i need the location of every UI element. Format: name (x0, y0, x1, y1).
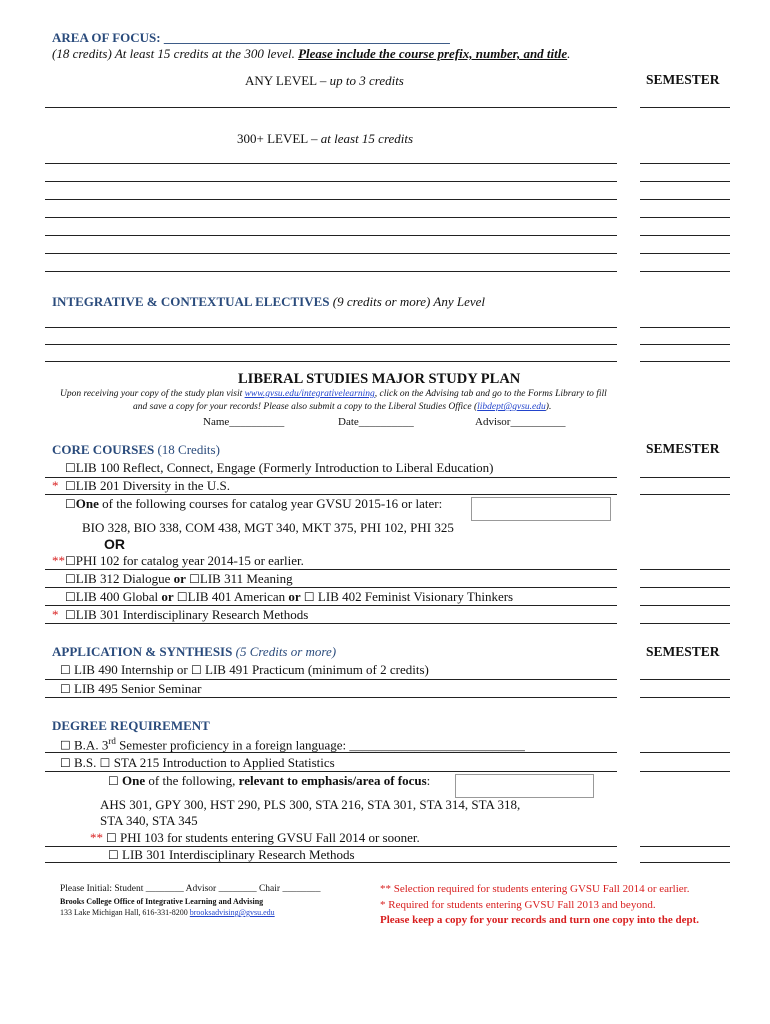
electives-line[interactable] (45, 344, 617, 345)
app-line (45, 679, 617, 680)
electives-semester-line[interactable] (640, 327, 730, 328)
core-heading (52, 442, 220, 458)
degree-semester-line[interactable] (640, 862, 730, 863)
office-name: Brooks College Office of Integrative Learning and Advising (60, 897, 264, 906)
core-line (45, 569, 617, 570)
electives-label: INTEGRATIVE & CONTEXTUAL ELECTIVES (52, 294, 330, 309)
dash: – (307, 131, 321, 146)
or-label: OR (104, 536, 125, 552)
app-semester-line[interactable] (640, 679, 730, 680)
instruction-text: Upon receiving your copy of the study plan visit (60, 389, 245, 399)
level300-line[interactable] (45, 271, 617, 272)
core-item-text: LIB 400 Global (75, 589, 162, 604)
instruction-text: , click on the Advising tab and go to the Forms Library to fill (374, 389, 607, 399)
checkbox[interactable]: ☐ (65, 554, 76, 568)
core-line (45, 494, 617, 495)
note-fall-2014: ** Selection required for students entering GVSU Fall 2014 or earlier. (380, 883, 690, 895)
level300-line[interactable] (45, 217, 617, 218)
emphasis-bold: relevant to emphasis/area of focus (238, 773, 427, 788)
degree-item-phi103 (106, 830, 420, 846)
core-item-lib312 (65, 571, 293, 587)
app-item-seminar (60, 681, 201, 697)
degree-item-text: Semester proficiency in a foreign language: ___________________________ (115, 737, 525, 753)
core-line (45, 623, 617, 624)
checkbox[interactable]: ☐ (189, 572, 200, 586)
period: . (567, 46, 571, 61)
checkbox[interactable]: ☐ (303, 590, 315, 604)
note-keep-copy: Please keep a copy for your records and turn one copy into the dept. (380, 914, 699, 926)
app-item-text: LIB 491 Practicum (minimum of 2 credits) (201, 662, 429, 677)
prefix-instruction: Please include the course prefix, number, and title (298, 46, 568, 61)
level300-note: at least 15 credits (320, 131, 414, 146)
checkbox[interactable]: ☐ (108, 848, 119, 862)
required-star: * (52, 607, 59, 622)
checkbox[interactable]: ☐ (65, 479, 76, 493)
core-label: CORE COURSES (52, 442, 155, 457)
checkbox[interactable]: ☐ (60, 738, 71, 753)
one-bold: One (122, 773, 146, 788)
electives-semester-line[interactable] (640, 344, 730, 345)
level300-semester-line[interactable] (640, 253, 730, 254)
course-list: BIO 328, BIO 338, COM 438, MGT 340, MKT 375, PHI 102, PHI 325 (82, 520, 454, 535)
checkbox[interactable]: ☐ (65, 608, 76, 622)
degree-line (45, 862, 617, 863)
checkbox[interactable]: ☐ (60, 663, 71, 677)
degree-line (45, 752, 617, 753)
core-line (45, 605, 617, 606)
or-bold: or (173, 571, 186, 586)
core-item-text: LIB 201 Diversity in the U.S. (75, 478, 230, 493)
one-bold: One (75, 496, 99, 511)
core-item-lib100 (65, 460, 493, 476)
app-credits: (5 Credits or more) (232, 644, 337, 659)
required-star: * (52, 478, 59, 493)
core-item-lib301 (65, 607, 308, 623)
area-focus-heading (52, 30, 450, 46)
electives-semester-line[interactable] (640, 361, 730, 362)
core-item-text: LIB 100 Reflect, Connect, Engage (Formerly Introduction to Liberal Education) (75, 460, 494, 475)
degree-item-text: of the following, (145, 773, 239, 788)
or-bold: or (288, 589, 301, 604)
checkbox[interactable]: ☐ (65, 572, 76, 586)
degree-item-lib301 (108, 847, 355, 863)
plan-instructions-1 (60, 389, 607, 399)
level300-semester-line[interactable] (640, 181, 730, 182)
app-heading (52, 644, 336, 660)
core-semester-line[interactable] (640, 605, 730, 606)
degree-semester-line[interactable] (640, 752, 730, 753)
instruction-text: and save a copy for your records! Please also submit a copy to the Liberal Studies Office ( (133, 402, 478, 412)
core-item-text: LIB 402 Feminist Visionary Thinkers (314, 589, 514, 604)
level300-line[interactable] (45, 235, 617, 236)
emphasis-course-list-1: AHS 301, GPY 300, HST 290, PLS 300, STA 216, STA 301, STA 314, STA 318, (100, 797, 521, 812)
level300-semester-line[interactable] (640, 235, 730, 236)
electives-note: (9 credits or more) Any Level (329, 294, 486, 309)
colon: : (426, 773, 431, 788)
core-item-text: LIB 311 Meaning (199, 571, 293, 586)
level300-line[interactable] (45, 181, 617, 182)
semester-header-3: SEMESTER (646, 644, 720, 659)
brooks-advising-email-link[interactable]: brooksadvising@gvsu.edu (189, 908, 275, 917)
or-bold: or (161, 589, 174, 604)
double-star: ** (52, 553, 65, 568)
app-line (45, 697, 617, 698)
semester-header-1: SEMESTER (646, 72, 720, 87)
degree-item-text: B.S. (70, 755, 100, 770)
superscript: rd (108, 736, 116, 746)
degree-item-ba (60, 736, 525, 753)
address-text: 133 Lake Michigan Hall, 616-331-8200 (60, 908, 190, 917)
emphasis-select-input[interactable] (455, 774, 594, 798)
degree-item-one-of (108, 773, 430, 789)
electives-line[interactable] (45, 361, 617, 362)
advisor-field[interactable]: Advisor__________ (475, 416, 566, 428)
degree-item-text: STA 215 Introduction to Applied Statistics (110, 755, 335, 770)
degree-item-text: B.A. 3 (70, 737, 109, 753)
core-item-lib201 (65, 478, 230, 494)
plan-instructions-2 (133, 402, 551, 412)
checkbox[interactable]: ☐ (65, 590, 76, 604)
degree-line (45, 771, 617, 772)
core-credits: (18 Credits) (154, 442, 220, 457)
level300-heading (237, 131, 413, 147)
office-address (60, 908, 275, 917)
double-star: ** (90, 830, 103, 845)
area-focus-note (52, 46, 570, 62)
app-semester-line[interactable] (640, 697, 730, 698)
level300-line[interactable] (45, 163, 617, 164)
level300-line[interactable] (45, 199, 617, 200)
core-line (45, 587, 617, 588)
dash: – (316, 73, 330, 88)
libdept-email-link[interactable]: libdept@gvsu.edu (477, 402, 546, 412)
level300-semester-line[interactable] (640, 271, 730, 272)
checkbox[interactable]: ☐ (60, 756, 71, 770)
level300-line[interactable] (45, 253, 617, 254)
core-semester-line[interactable] (640, 587, 730, 588)
core-item-one-of (65, 496, 442, 512)
degree-semester-line[interactable] (640, 771, 730, 772)
name-field[interactable]: Name__________ (203, 416, 285, 428)
credits-note: (18 credits) At least 15 credits at the 300 level. (52, 46, 295, 61)
checkbox[interactable]: ☐ (65, 497, 76, 511)
any-level-label: ANY LEVEL (245, 73, 317, 88)
note-fall-2013: * Required for students entering GVSU Fall 2013 and beyond. (380, 899, 656, 911)
level300-semester-line[interactable] (640, 217, 730, 218)
core-semester-line[interactable] (640, 623, 730, 624)
degree-item-text: PHI 103 for students entering GVSU Fall 2014 or sooner. (116, 830, 420, 845)
core-item-text: LIB 301 Interdisciplinary Research Methods (75, 607, 309, 622)
degree-item-bs (60, 755, 335, 771)
degree-item-text: LIB 301 Interdisciplinary Research Methods (118, 847, 355, 862)
core-item-text: PHI 102 for catalog year 2014-15 or earlier. (75, 553, 304, 568)
checkbox[interactable]: ☐ (99, 756, 111, 770)
area-focus-blank[interactable]: ____________________________________________ (163, 30, 450, 45)
level300-label: 300+ LEVEL (237, 131, 308, 146)
plan-title: LIBERAL STUDIES MAJOR STUDY PLAN (238, 371, 521, 387)
core-item-phi102 (65, 553, 304, 569)
degree-heading: DEGREE REQUIREMENT (52, 718, 210, 733)
checkbox[interactable]: ☐ (60, 682, 71, 696)
integrative-learning-link[interactable]: www.gvsu.edu/integrativelearning (244, 389, 375, 399)
level300-semester-line[interactable] (640, 199, 730, 200)
initial-line[interactable]: Please Initial: Student ________ Advisor ________ Chair ________ (60, 884, 321, 894)
any-level-heading (245, 73, 404, 89)
instruction-text: ). (545, 402, 552, 412)
app-label: APPLICATION & SYNTHESIS (52, 644, 233, 659)
course-select-input[interactable] (471, 497, 611, 521)
checkbox[interactable]: ☐ (176, 590, 188, 604)
checkbox[interactable]: ☐ (108, 774, 119, 788)
core-item-text: LIB 312 Dialogue (75, 571, 174, 586)
any-level-note: up to 3 credits (329, 73, 404, 88)
checkbox[interactable]: ☐ (191, 663, 202, 677)
core-semester-line[interactable] (640, 569, 730, 570)
any-level-line[interactable] (45, 107, 617, 108)
app-item-internship (60, 662, 429, 678)
electives-heading (52, 294, 485, 310)
emphasis-course-list-2: STA 340, STA 345 (100, 813, 198, 828)
level300-semester-line[interactable] (640, 163, 730, 164)
app-item-text: LIB 495 Senior Seminar (70, 681, 202, 696)
core-item-lib400 (65, 589, 513, 605)
core-semester-line[interactable] (640, 494, 730, 495)
electives-line[interactable] (45, 327, 617, 328)
semester-header-2: SEMESTER (646, 441, 720, 456)
core-item-text: of the following courses for catalog year GVSU 2015-16 or later: (98, 496, 443, 511)
degree-semester-line[interactable] (640, 846, 730, 847)
core-semester-line[interactable] (640, 477, 730, 478)
app-item-text: LIB 490 Internship or (70, 662, 191, 677)
any-level-semester-line[interactable] (640, 107, 730, 108)
checkbox[interactable]: ☐ (65, 461, 76, 475)
date-field[interactable]: Date__________ (338, 416, 414, 428)
checkbox[interactable]: ☐ (106, 831, 117, 845)
core-item-text: LIB 401 American (187, 589, 289, 604)
area-focus-label: AREA OF FOCUS: (52, 30, 161, 45)
